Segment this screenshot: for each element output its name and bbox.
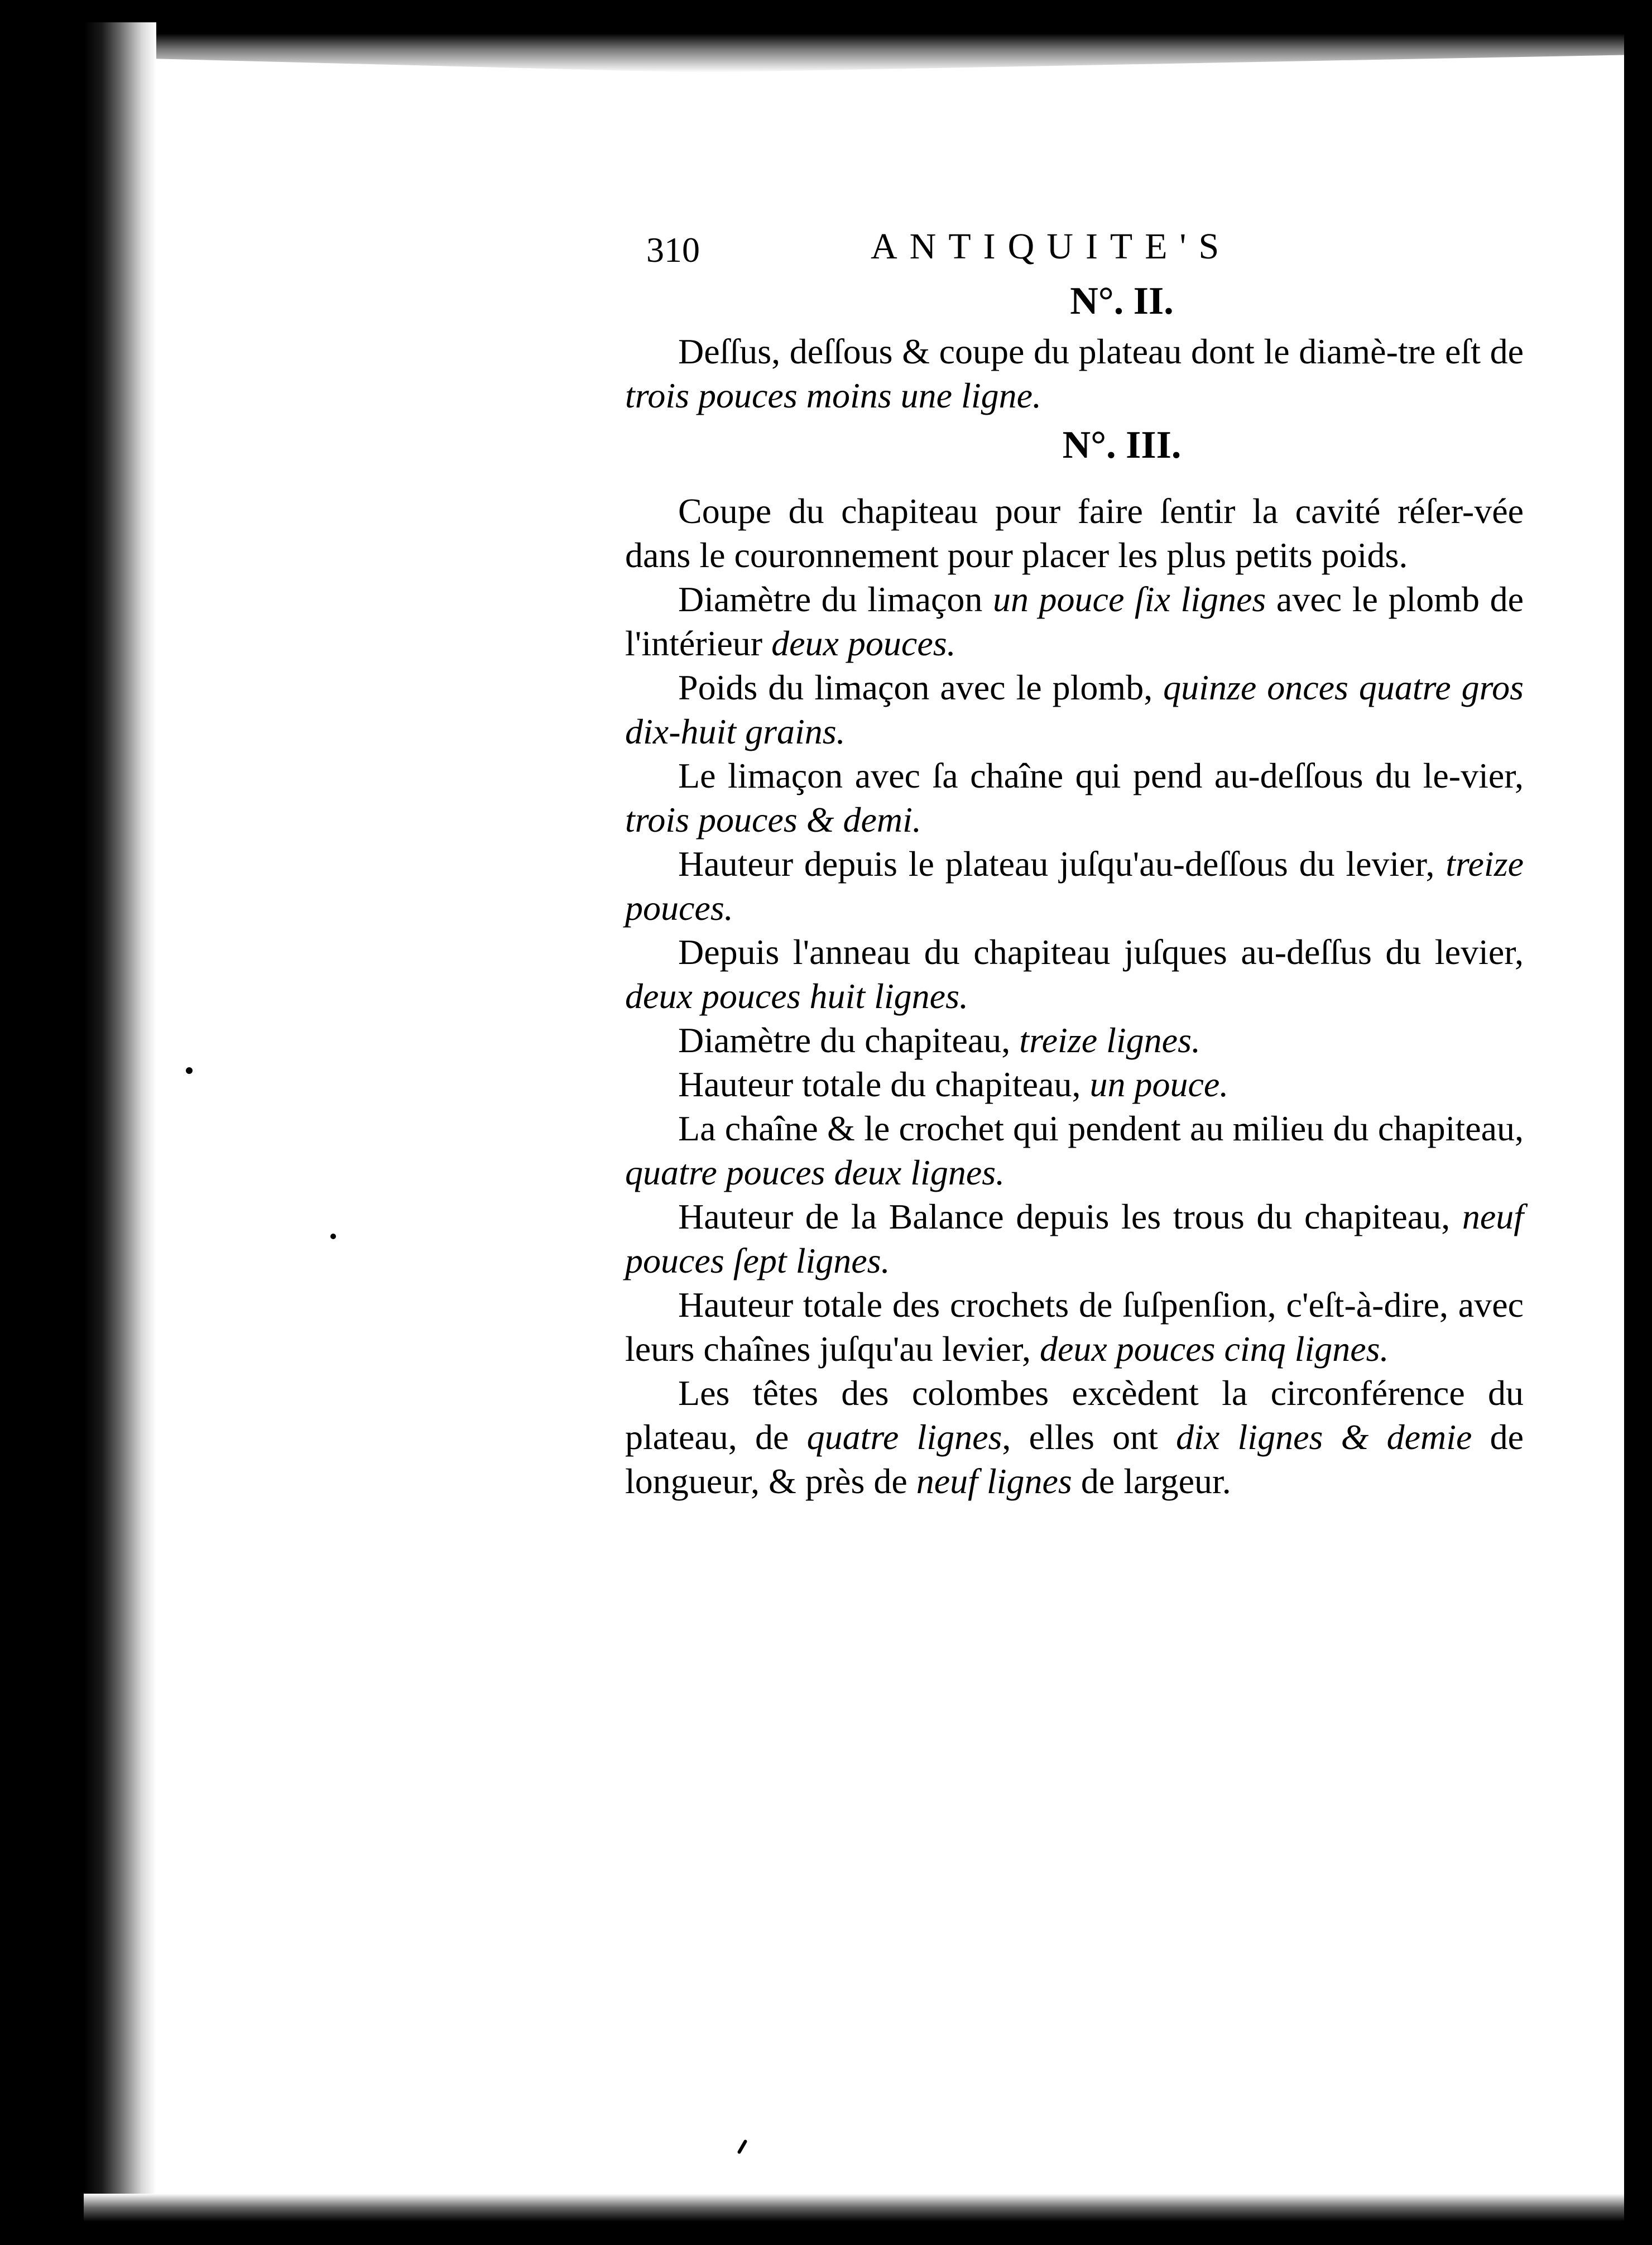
ink-speck bbox=[186, 1067, 193, 1074]
text-run: de largeur. bbox=[1072, 1461, 1231, 1501]
text-run: , elles ont bbox=[1002, 1417, 1176, 1457]
section-heading: N°. II. bbox=[1070, 280, 1174, 323]
section-heading: N°. III. bbox=[1062, 424, 1182, 467]
italic-run: quatre pouces deux lignes. bbox=[625, 1153, 1005, 1192]
paragraph bbox=[625, 329, 1524, 418]
text-run: Diamètre du chapiteau, bbox=[678, 1020, 1020, 1060]
text-run: avec le plomb de l'intérieur bbox=[625, 579, 1524, 663]
text-run: Hauteur totale des crochets de ſuſpenſion, c'eſt-à-dire, avec leurs chaînes juſqu'au levier, bbox=[625, 1285, 1524, 1369]
paragraph bbox=[625, 1195, 1524, 1283]
body-text bbox=[625, 274, 1524, 1503]
text-run: Coupe du chapiteau pour faire ſentir la cavité réſer-vée dans le couronnement pour placer les plus petits poids. bbox=[625, 491, 1524, 575]
running-title: ANTIQUITE'S bbox=[871, 226, 1232, 267]
paragraph bbox=[625, 1018, 1524, 1062]
ink-speck bbox=[330, 1234, 336, 1239]
paragraph bbox=[625, 1106, 1524, 1195]
paragraph bbox=[625, 930, 1524, 1018]
text-run: Hauteur totale du chapiteau, bbox=[678, 1064, 1090, 1104]
text-run: Deſſus, deſſous & coupe du plateau dont le diamè-tre eſt de bbox=[678, 332, 1524, 371]
text-run: Le limaçon avec ſa chaîne qui pend au-deſſous du le-vier, bbox=[678, 756, 1524, 795]
italic-run: treize pouces. bbox=[625, 844, 1524, 928]
italic-run: neuf lignes bbox=[916, 1461, 1072, 1501]
text-run: de longueur, & près de bbox=[625, 1417, 1524, 1501]
italic-run: un pouce ſix lignes bbox=[992, 579, 1266, 619]
paragraph bbox=[625, 1062, 1524, 1106]
page-content bbox=[625, 218, 1524, 1503]
italic-run: quatre lignes bbox=[806, 1417, 1002, 1457]
text-run: Hauteur depuis le plateau juſqu'au-deſſous du levier, bbox=[678, 844, 1446, 884]
italic-run: trois pouces moins une ligne. bbox=[625, 376, 1041, 415]
paragraph bbox=[625, 665, 1524, 754]
text-run: Poids du limaçon avec le plomb, bbox=[678, 668, 1164, 707]
italic-run: deux pouces cinq lignes. bbox=[1039, 1329, 1389, 1369]
italic-run: dix lignes & demie bbox=[1176, 1417, 1472, 1457]
italic-run: quinze onces quatre gros dix-huit grains. bbox=[625, 668, 1524, 751]
paragraph bbox=[625, 577, 1524, 665]
italic-run: trois pouces & demi. bbox=[625, 800, 921, 840]
paragraph bbox=[625, 1283, 1524, 1371]
ink-speck bbox=[1631, 1779, 1637, 1784]
text-run: Les têtes des colombes excèdent la circonférence du plateau, de bbox=[625, 1373, 1524, 1457]
text-run: Depuis l'anneau du chapiteau juſques au-deſſus du levier, bbox=[678, 932, 1524, 972]
paragraph bbox=[625, 489, 1524, 577]
italic-run: un pouce. bbox=[1089, 1064, 1229, 1104]
binding-gutter bbox=[84, 22, 156, 2216]
text-run: La chaîne & le crochet qui pendent au milieu du chapiteau, bbox=[678, 1109, 1524, 1148]
italic-run: deux pouces. bbox=[771, 623, 956, 663]
paragraph bbox=[625, 842, 1524, 930]
italic-run: treize lignes. bbox=[1019, 1020, 1200, 1060]
text-run: Diamètre du limaçon bbox=[678, 579, 993, 619]
italic-run: deux pouces huit lignes. bbox=[625, 976, 968, 1016]
paragraph bbox=[625, 1371, 1524, 1503]
page-number: 310 bbox=[646, 230, 700, 270]
bottom-edge-shadow bbox=[84, 2194, 1624, 2222]
text-run: Hauteur de la Balance depuis les trous du chapiteau, bbox=[678, 1197, 1462, 1236]
paragraph bbox=[625, 754, 1524, 842]
running-header bbox=[625, 218, 1524, 274]
italic-run: neuf pouces ſept lignes. bbox=[625, 1197, 1524, 1280]
